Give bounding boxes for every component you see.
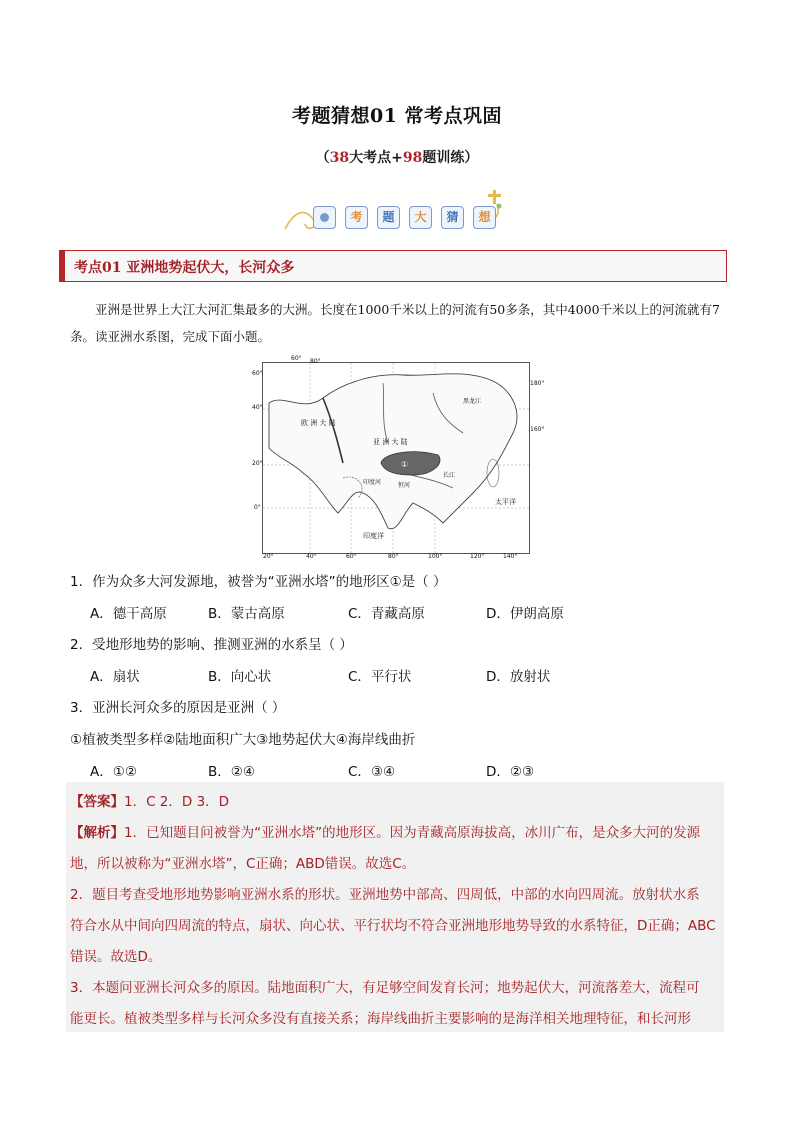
map-label-region: ① <box>401 460 409 469</box>
page-subtitle <box>0 147 794 167</box>
map-label-asia: 亚 洲 大 陆 <box>373 438 408 446</box>
analysis-text: 1．已知题目问被誉为“亚洲水塔”的地形区。因为青藏高原海拔高，冰川广布，是众多大河的发源 <box>124 825 701 841</box>
map-lon-bottom-label: 80° <box>388 553 399 560</box>
banner-tile: 想 <box>473 206 496 229</box>
map-lon-top-label: 80° <box>310 358 321 365</box>
banner-tile: 考 <box>345 206 368 229</box>
section-header <box>59 250 727 282</box>
option-a[interactable]: A．①② <box>90 764 137 780</box>
map-lon-bottom-label: 120° <box>470 553 485 560</box>
map-lat-label: 0° <box>254 504 261 511</box>
subtitle-num-topics: 38 <box>329 150 350 166</box>
map-lon-bottom-label: 40° <box>306 553 317 560</box>
option-b[interactable]: B．向心状 <box>208 669 272 685</box>
subtitle-suffix: 题训练） <box>422 150 479 166</box>
map-label-europe: 欧 洲 大 陆 <box>301 419 336 427</box>
option-a[interactable]: A．德干高原 <box>90 606 167 622</box>
question-3-stem: 3．亚洲长河众多的原因是亚洲（ ） <box>70 700 286 716</box>
asia-map-figure <box>263 363 529 553</box>
banner-dot-icon <box>313 206 336 229</box>
subtitle-mid: 大考点+ <box>349 150 403 166</box>
answer-tag: 【答案】 <box>70 794 124 810</box>
section-accent-bar <box>60 251 65 281</box>
option-c[interactable]: C．③④ <box>348 764 396 780</box>
analysis-line: 地，所以被称为“亚洲水塔”，C正确；ABD错误。故选C。 <box>70 856 416 872</box>
guess-banner <box>283 184 513 234</box>
analysis-tag: 【解析】 <box>70 825 124 841</box>
option-d[interactable]: D．放射状 <box>486 669 551 685</box>
answer-line <box>70 790 229 810</box>
map-label-river: 黑龙江 <box>463 398 482 405</box>
map-lon-bottom-label: 20° <box>263 553 274 560</box>
question-3-options <box>0 760 794 780</box>
map-label-river: 印度河 <box>363 479 382 486</box>
map-right-label: 180° <box>530 380 545 387</box>
page-title: 考题猜想01 常考点巩固 <box>291 105 503 127</box>
map-right-label: 160° <box>530 426 545 433</box>
asia-river-map <box>262 362 530 554</box>
map-lon-bottom-label: 100° <box>428 553 443 560</box>
answer-values: 1．C 2．D 3．D <box>124 794 230 810</box>
banner-tile: 大 <box>409 206 432 229</box>
analysis-line: 符合水从中间向四周流的特点，扇状、向心状、平行状均不符合亚洲地形地势导致的水系特征，D正确；ABC <box>70 918 716 934</box>
option-d[interactable]: D．②③ <box>486 764 535 780</box>
map-lon-top-label: 60° <box>291 355 302 362</box>
analysis-line: 2．题目考查受地形地势影响亚洲水系的形状。亚洲地势中部高、四周低，中部的水向四周流。放射状水系 <box>70 887 700 903</box>
option-b[interactable]: B．蒙古高原 <box>208 606 285 622</box>
option-c[interactable]: C．平行状 <box>348 669 412 685</box>
analysis-line: 错误。故选D。 <box>70 949 162 965</box>
subtitle-num-questions: 98 <box>402 150 423 166</box>
banner-tile: 题 <box>377 206 400 229</box>
subtitle-prefix: （ <box>315 150 330 166</box>
banner-tile: 猜 <box>441 206 464 229</box>
analysis-line <box>70 821 700 841</box>
analysis-line: 能更长。植被类型多样与长河众多没有直接关系；海岸线曲折主要影响的是海洋相关地理特征，和长河形 <box>70 1011 691 1027</box>
question-2-stem: 2．受地形地势的影响、推测亚洲的水系呈（ ） <box>70 637 353 653</box>
map-lat-label: 20° <box>252 460 263 467</box>
question-3-statements: ①植被类型多样②陆地面积广大③地势起伏大④海岸线曲折 <box>70 732 416 748</box>
question-1-options <box>0 602 794 622</box>
map-lon-bottom-label: 140° <box>503 553 518 560</box>
option-c[interactable]: C．青藏高原 <box>348 606 425 622</box>
question-2-options <box>0 665 794 685</box>
map-lon-bottom-label: 60° <box>346 553 357 560</box>
map-label-river: 长江 <box>443 472 456 479</box>
map-lat-label: 60° <box>252 370 263 377</box>
question-1-stem: 1．作为众多大河发源地，被誉为“亚洲水塔”的地形区①是（ ） <box>70 574 447 590</box>
intro-paragraph: 亚洲是世界上大江大河汇集最多的大洲。长度在1000千米以上的河流有50多条，其中4000千米以上的河流就有7条。读亚洲水系图，完成下面小题。 <box>70 302 720 344</box>
analysis-line: 3．本题问亚洲长河众多的原因。陆地面积广大，有足够空间发育长河；地势起伏大，河流落差大，流程可 <box>70 980 700 996</box>
map-label-indian-ocean: 印度洋 <box>363 532 384 540</box>
map-label-pacific: 太平洋 <box>495 498 516 506</box>
option-b[interactable]: B．②④ <box>208 764 255 780</box>
option-a[interactable]: A．扇状 <box>90 669 140 685</box>
option-d[interactable]: D．伊朗高原 <box>486 606 564 622</box>
section-title: 考点01 亚洲地势起伏大，长河众多 <box>74 260 295 276</box>
map-lat-label: 40° <box>252 404 263 411</box>
map-label-river: 恒河 <box>398 482 411 489</box>
